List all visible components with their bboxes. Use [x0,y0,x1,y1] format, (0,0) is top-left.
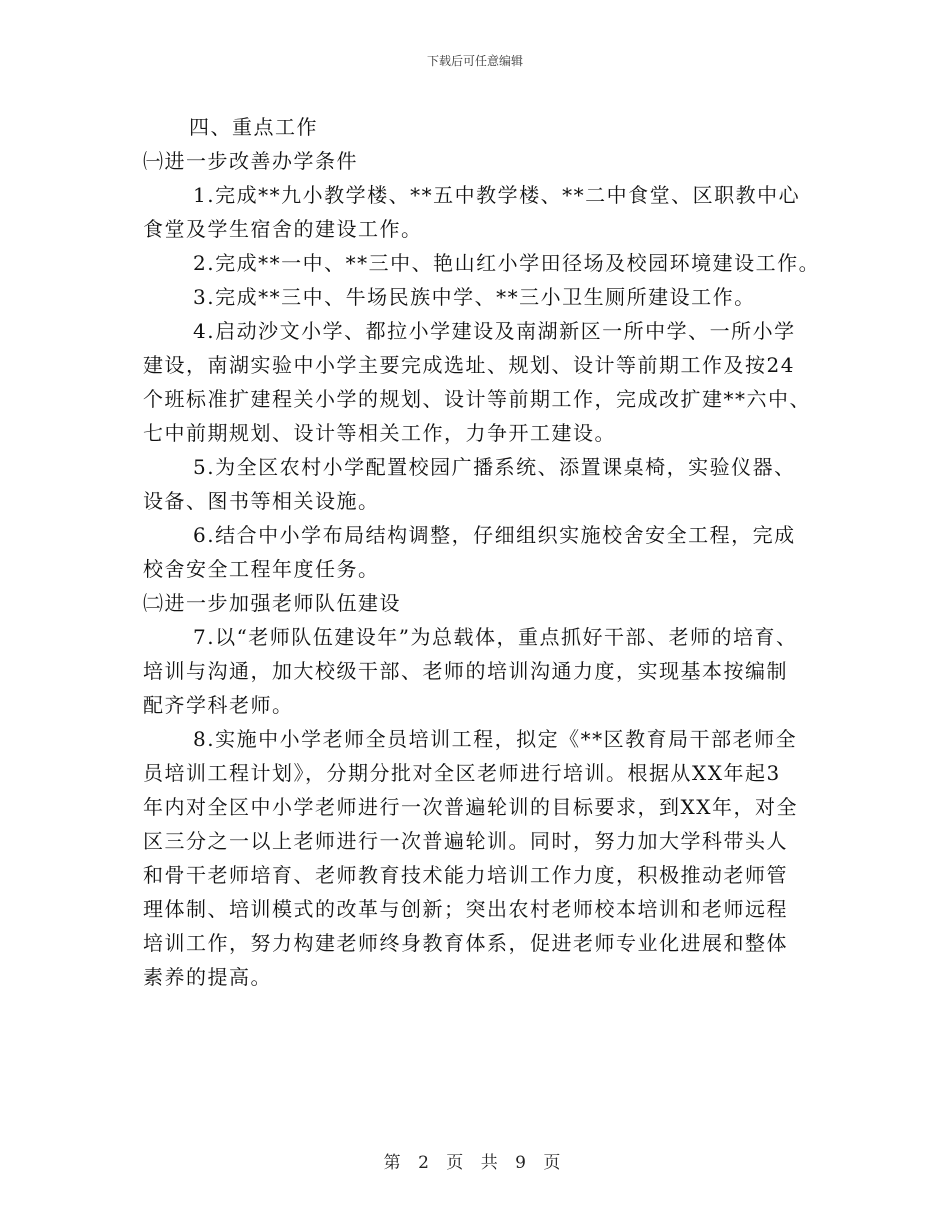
paragraph-line: 培训与沟通，加大校级干部、老师的培训沟通力度，实现基本按编制 [143,659,788,683]
paragraph-line: 建设，南湖实验中小学主要完成选址、规划、设计等前期工作及按24 [143,353,795,377]
paragraph-line: 培训工作，努力构建老师终身教育体系，促进老师专业化进展和整体 [143,931,788,955]
paragraph-line: 2.完成**一中、**三中、艳山红小学田径场及校园环境建设工作。 [193,251,821,275]
paragraph-line: 理体制、培训模式的改革与创新；突出农村老师校本培训和老师远程 [143,897,788,921]
section-heading: 四、重点工作 [189,115,318,139]
paragraph-line: 食堂及学生宿舍的建设工作。 [143,217,423,241]
paragraph-line: 1.完成**九小教学楼、**五中教学楼、**二中食堂、区职教中心 [193,183,801,207]
paragraph-line: 素养的提高。 [143,965,272,989]
paragraph-line: 8.实施中小学老师全员培训工程，拟定《**区教育局干部老师全 [193,727,798,751]
paragraph-line: 区三分之一以上老师进行一次普遍轮训。同时，努力加大学科带头人 [143,829,788,853]
paragraph-line: 5.为全区农村小学配置校园广播系统、添置课桌椅，实验仪器、 [193,455,796,479]
paragraph-line: 七中前期规划、设计等相关工作，力争开工建设。 [143,421,616,445]
paragraph-line: 6.结合中小学布局结构调整，仔细组织实施校舍安全工程，完成 [193,523,796,547]
subsection-heading: ㈠进一步改善办学条件 [143,149,358,173]
page-number: 第 2 页 共 9 页 [383,1153,567,1173]
paragraph-line: 和骨干老师培育、老师教育技术能力培训工作力度，积极推动老师管 [143,863,788,887]
paragraph-line: 配齐学科老师。 [143,693,294,717]
paragraph-line: 年内对全区中小学老师进行一次普遍轮训的目标要求，到XX年，对全 [143,795,798,819]
document-body [143,110,821,994]
paragraph-line: 7.以“老师队伍建设年”为总载体，重点抓好干部、老师的培育、 [193,625,798,649]
page-header: 下载后可任意编辑 [426,54,523,68]
paragraph-line: 校舍安全工程年度任务。 [143,557,380,581]
paragraph-line: 个班标准扩建程关小学的规划、设计等前期工作，完成改扩建**六中、 [143,387,811,411]
paragraph-line: 4.启动沙文小学、都拉小学建设及南湖新区一所中学、一所小学 [193,319,796,343]
subsection-heading: ㈡进一步加强老师队伍建设 [143,591,401,615]
paragraph-line: 设备、图书等相关设施。 [143,489,380,513]
paragraph-line: 员培训工程计划》，分期分批对全区老师进行培训。根据从XX年起3 [143,761,781,785]
paragraph-line: 3.完成**三中、牛场民族中学、**三小卫生厕所建设工作。 [193,285,756,309]
